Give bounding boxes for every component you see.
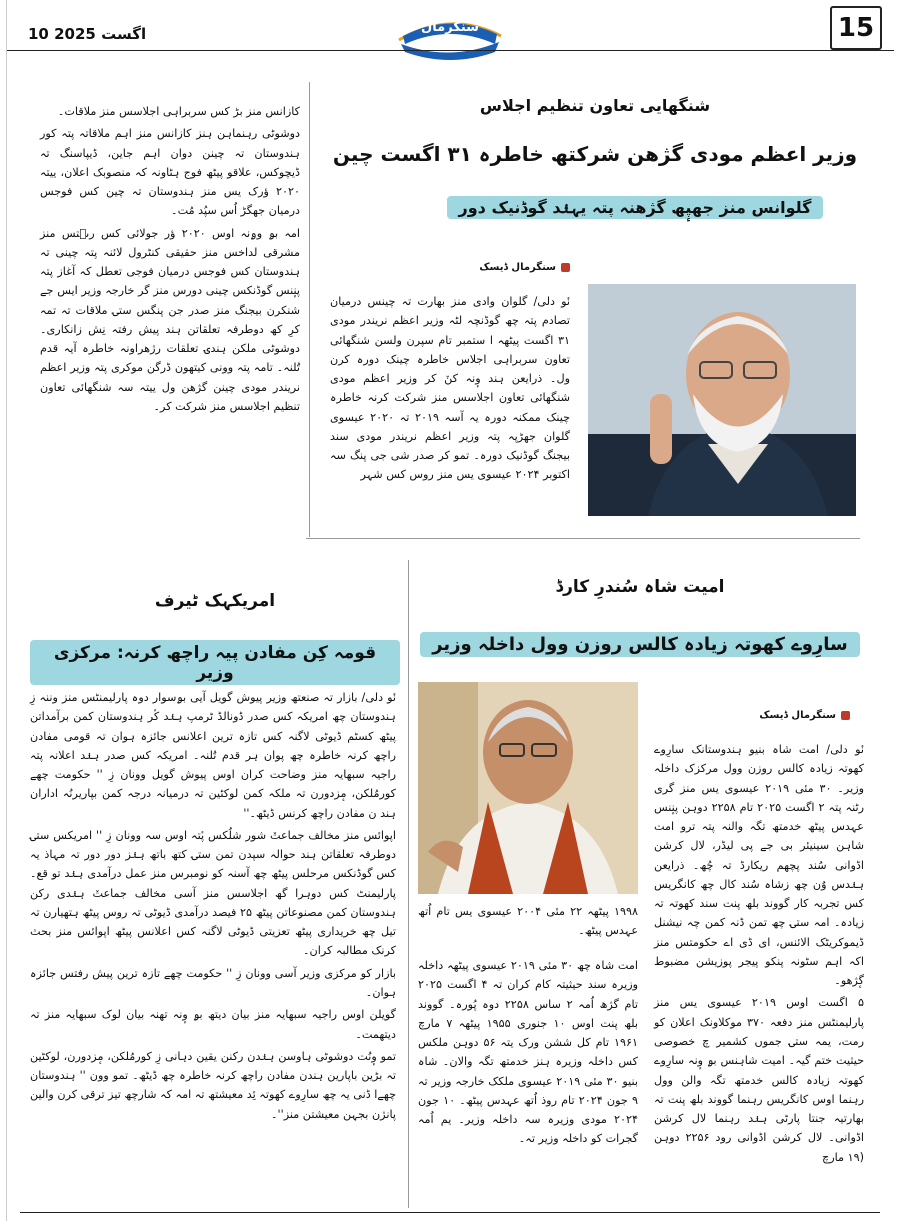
paragraph: نٔو دلی/ بازار تہ صنعتھ وزیر پیوش گویل آیی بۄسوار دوہ پارلیمنٹس منز وننہ زِ ہندوستان چھ امریکہ کس صدر ڈونالڈ ٹرمپ ہنٛد کٔر ہندوستان کمن برآمداتن پیٹھ کسٹم ڈیوٹی لاگنہ کس تازہ ترین اعلانس جائزہ ہوان تہ قومی مفادن راچھ کرنہ خاطرہ چھ پوان ہر قدم تُلنہ۔ امریکہ کس صدر ہنٛد اعلانہ پتہ راجیہ سبھایہ منز وضاحت کران اوس پیوش گویل وونان زِ '' حکومت چھے کورمُلکن، مٕزدورن تہ ملکہ کمن لوکٹین تہ درمیانہ درجہ کمن بپاریرنُہ اداران ہند ن مفادن راچھ کرنس ڈیٹھ۔''	[30, 691, 396, 820]
paragraph: نٔو دلی/ گلوان وادی منز بھارت تہ چینس درمیان تصادم پتہ چھ گوڈنچہ لٹہ وزیر اعظم نریندر مودی ۳۱ اگست پیٹھہ ا ستمبر تام سپرن ولسن شنگھائی تعاون سربراہی اجلاس خاطرہ چینک دورہ کرن ول۔ ذرایعن ہند وٕنہ کنٚ کر وزیر اعظم مودی شنگھائی تعاون اجلاسس منز شرکت کرنہ خاطرہ چینک ممکنہ دورہ یہ آسہ ۲۰۱۹ تہ ۲۰۲۰ عیسوی گلوان جھڑپہ پتہ وزیر اعظم نریندر مودی سند بیجنگ گوڈنیک دورہ۔ تمو کر صدر شی جی پنگ سہ اکتوبر ۲۰۲۴ عیسوی یس منز روس کس شہر	[330, 295, 571, 482]
bullet-icon	[841, 711, 850, 720]
bottom-left-headline: قومہ کِن مفادن پیہ راچھ کرنہ: مرکزی وزیر	[30, 640, 400, 685]
bottom-left-kicker: امریکہک ٹیرف	[154, 591, 276, 611]
top-subheadline: گلوانس منز جھپٕھ گژھنہ پتہ یہنٛد گوڈنیک دور	[447, 196, 824, 219]
bottom-left-headline-wrap	[30, 640, 400, 685]
masthead-rule	[6, 50, 894, 51]
left-margin-rule	[6, 0, 7, 1221]
paragraph: کازانس منز بڑ کس سربراہی اجلاسس منز ملاقات۔	[57, 105, 300, 118]
logo-wordmark: سنگرمال	[421, 20, 479, 35]
issue-date: 10 اگست 2025	[28, 25, 147, 43]
caption-text: ۱۹۹۸ پیٹھہ ۲۲ مئی ۲۰۰۴ عیسوی یس تام اُتھ عہدس پیٹھ۔	[418, 905, 638, 938]
paragraph: امت شاہ چھ ۳۰ مئی ۲۰۱۹ عیسوی پیٹھہ داخلہ وزیرہ سند حیثیتہ کام کران تہ ۴ اگست ۲۰۲۵ تام گژھ اُمہ ۲ ساس ۲۲۵۸ دوہ پُورہ۔ گووند بلھ پنت اوس ۱۰ جنوری ۱۹۵۵ پیٹھہ ۷ مارچ ۱۹۶۱ تام کل ششن ورک یتہ ۵۶ دوہن ملکس کس داخلہ وزیرہ ہنز خدمتھ تگہ والان۔ شاہ بنیو ۳۰ مئی ۲۰۱۹ عیسوی ملکک خارجہ وزیر تہ ۹ جون ۲۰۲۴ تام روذ اُتھ عہدس پیٹھ۔ ۱۰ جون ۲۰۲۴ مودی وزیرہ سہ داخلہ وزیر۔ یم اُمہ گجرات کو داخلہ وزیر تہ۔	[418, 959, 638, 1146]
paragraph: امہ بۄ وۄنہ اوس ۲۰۲۰ ؤر جولائی کس رٮ۪تس منز مشرقی لداخس منز حقیقی کنٹرول لائنہ پتہ چینی تہ ہندوستان کس فوجس درمیان فوجی تعطل کہ آغاز پتہ پنٕنس گوڈنکس چینی دورس منز گر خارجہ وزیر ایس جے شنکرن بیجنگ منز صدر جن پنگس ستۍ ملاقات تہ تمہ کرِ کھ دوطرفہ تعلقاتن ہند پیش رفتہ نِش زانکاری۔ دوشوٹی ملکن ہندۍ تعلقات رژھراونہ خاطرہ آیہ قدم تُلنہ۔ تامہ پتہ وونی کیتھون ڈرگن موکری پتہ وزیر اعظم نریندر مودی چینن گژھن ول ییتہ سہ شنگھائی تعاون تنظیم اجلاسس منز شرکت کر۔	[40, 226, 300, 413]
column-rule	[408, 560, 409, 1208]
amit-shah-photo	[418, 682, 638, 894]
bottom-right-col2	[418, 956, 638, 1152]
person-illustration	[588, 284, 856, 516]
page-number: 15	[830, 6, 882, 50]
bottom-left-body	[30, 688, 396, 1127]
paragraph: بازار کو مرکزی وزیر آسی وونان زِ '' حکومت چھے تازہ ترین پیش رفتس جائزہ ہوان۔	[30, 966, 396, 999]
bottom-right-headline-wrap	[420, 632, 860, 657]
person-illustration	[418, 682, 638, 894]
top-headline: وزیر اعظم مودی گژھن شرکتھ خاطرہ ۳۱ اگست چین	[332, 142, 858, 166]
column-rule	[309, 82, 310, 537]
paragraph: گویلن اوس راجیہ سبھایہ منز بیان دیتھ بۄ وٕنہ تھنہ بیان لوک سبھایہ منز تہ دیتھمت۔	[30, 1008, 396, 1041]
top-subheadline-wrap	[410, 196, 860, 219]
paragraph: تمو وٕنُت دوشوٹی ہاوسن ہنٛدن رکنن یقین دہانی زِ کورمُلکن، مٕزدورن، لوکٹین تہ بڑین باپارین ہندن مفادن راچھ کرنہ خاطرہ چھ ڈیٹھ۔ تمو وون '' ہندوستان چھےا ڈنی یہ چھ سارِوے کھوتہ ئِد معیشتھ تہ امہ کہ شارچھ تیز ترقی کرن والین پانژن بجہن معیشتن منز''۔	[30, 1049, 396, 1121]
bottom-right-kicker: امیت شاہ سُندرِ کارڈ	[555, 577, 725, 597]
photo-caption	[418, 902, 638, 944]
paragraph: دوشوٹی رہنماہن ہنز کازانس منز اہم ملاقاتہ پتہ کور ہندوستان تہ چینن دوان اہم جاین، ڈیپاسنگ تہ ڈیچوکس، علاقو پیٹھ فوج ہٹاونہ کہ منصوبک اعلان، ییتہ ۲۰۲۰ ؤرک یس منز ہندوستان تہ چین کس فوجس درمیان جھگڑ اُس سپُد مُت۔	[40, 127, 300, 218]
col-left-top	[40, 102, 300, 419]
bottom-right-byline	[700, 710, 850, 721]
top-byline	[420, 262, 570, 273]
bottom-right-col1	[654, 740, 864, 1170]
bottom-right-headline: سارِوے کھوتہ زیادہ کالس روزن وول داخلہ وزیر	[420, 632, 860, 657]
paragraph: ۵ اگست اوس ۲۰۱۹ عیسوی یس منز پارلیمنٹس منز دفعہ ۳۷۰ موکلاونک اعلان کو رمت، یمہ ستۍ جموں کشمیر چ خصوصی حیثیت ختم گیہ۔ امیت شاہنس بۄ وٕنہ سارِوے کھوتہ زیادہ کالس خدمتھ تگہ والن وول رہنما اوس کانگریس رہنما گووند بلھ پنت تہ بھارتیہ جنتا پارٹی ہنٛد رہنما لال کرشن اڈوانی۔ لال کرشن اڈوانی رود ۲۲۵۶ دوہن (۱۹ مارچ	[654, 996, 864, 1164]
top-body	[330, 292, 570, 488]
modi-photo	[588, 284, 856, 516]
paragraph: اپوائس منز مخالف جماعتٚ شور شلُکس پٔتہ اوس سہ وونان زِ '' امریکس ستۍ دوطرفہ تعلقاتن ہند حوالہ سپدن تمن ستۍ کتھ باتھ ہنٛز دور دور تہ مہاذ یہ کس گوڈنکس مرحلس پیٹھ چھ آسنہ کو نومبرس منز عمل درآمدی ہنٛد تو قع۔ پارلیمنٹ کس دوہرا گھ اجلاسس منز آسی مخالف جماعتٚ ہنٛدی رکن ہندوستان کمن مصنوعاتن پیٹھ ۲۵ فیصد درآمدی ڈیوٹی تہ روس پیٹھ ہتھیارن تہ تیل چھ خریداری پیٹھ تعزیتی ڈیوٹی لاگنہ کس اعلانس پیٹھ اپوائس منز بحث کرنک مطالبہ کران۔	[30, 828, 396, 958]
bullet-icon	[561, 263, 570, 272]
byline-text: سنگرمال ڈیسک	[479, 262, 556, 273]
top-kicker: شنگھایی تعاون تنظیم اجلاس	[479, 96, 711, 115]
paragraph: نٔو دلی/ امت شاہ بنیو ہندوستانک سارِوے کھوتہ زیادہ کالس روزن وول مرکزک داخلہ وزیر۔ ۳۰ مئی ۲۰۱۹ عیسوی یس منز گری رٹنہ پتہ ۲ اگست ۲۰۲۵ تام ۲۲۵۸ دوہن پنٕنس عہدس پیٹھ خدمتھ تگہ والنہ پتہ ترو امت شاہن سینیئر بی جے پی لیڈر، لال کرشن اڈوانی سُند پچھم ریکارڈ تہ چُھ۔ ذرایعن ہنٛدس وُن چھ زشاہ سُند کال چھ کانگریس کس تجربہ کار گووند بلھ پنت سند کھوتہ تہ زیادہ۔ امہ ستۍ چھ تمن ڈنہ کمن چہ نیشنل ڈیموکریٹک الائنس، ای ڈی اے حکومتس منز اکہ اہم سٹونہ پنکو پیجر پوزیشن مضبوط گٕژھو۔	[654, 743, 864, 988]
bottom-rule	[20, 1212, 880, 1213]
byline-text: سنگرمال ڈیسک	[759, 710, 836, 721]
section-rule	[306, 538, 860, 539]
